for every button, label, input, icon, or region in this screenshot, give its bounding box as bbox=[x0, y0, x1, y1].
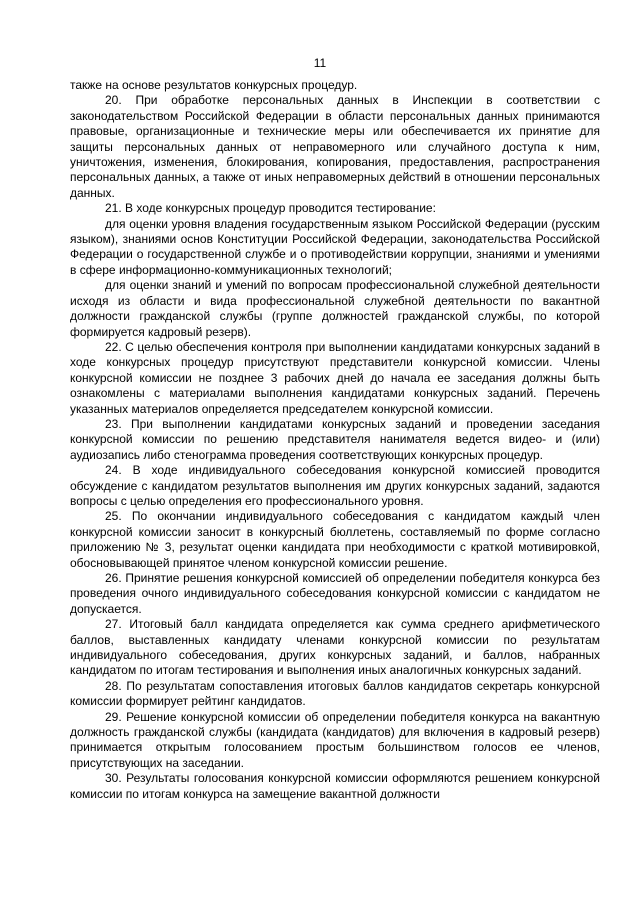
paragraph-21: 21. В ходе конкурсных процедур проводится тестирование: bbox=[105, 201, 436, 216]
paragraph-28: 28. По результатам сопоставления итоговых баллов кандидатов секретарь конкурсной комиссии формирует рейтинг кандидатов. bbox=[70, 678, 600, 709]
paragraph-26: 26. Принятие решения конкурсной комиссией об определении победителя конкурса без проведения очного индивидуального собеседования конкурсной комиссии с кандидатом не допускается. bbox=[70, 571, 600, 616]
paragraph-21-item-2: для оценки знаний и умений по вопросам профессиональной служебной деятельности исходя из области и вида профессиональной служебной деятельности по вакантной должности гражданской службы (группе должностей гражданской службы, по которой формируется кадровый резерв). bbox=[70, 278, 600, 339]
paragraph-22: 22. С целью обеспечения контроля при выполнении кандидатами конкурсных заданий в ходе конкурсных процедур присутствуют представители конкурсной комиссии. Члены конкурсной комиссии не позднее 3 рабочих дней до начала ее заседания должны быть ознакомлены с материалами выполнения кандидатами конкурсных заданий. Перечень указанных материалов определяется председателем конкурсной комиссии. bbox=[70, 339, 600, 416]
paragraph-continuation: также на основе результатов конкурсных процедур. bbox=[70, 78, 358, 92]
paragraph-21-item-1: для оценки уровня владения государственным языком Российской Федерации (русским языком), знаниями основ Конституции Российской Федерации, законодательства Российской Федерации о государственной службе и о противодействии коррупции, знаниями и умениями в сфере информационно-коммуникационных технологий; bbox=[70, 216, 600, 277]
paragraph-24: 24. В ходе индивидуального собеседования конкурсной комиссией проводится обсуждение с кандидатом результатов выполнения им других конкурсных заданий, задаются вопросы с целью определения его профессионального уровня. bbox=[70, 463, 600, 508]
paragraph-20: 20. При обработке персональных данных в Инспекции в соответствии с законодательством Российской Федерации в области персональных данных принимаются правовые, организационные и технические меры или обеспечивается их принятие для защиты персональных данных от неправомерного или случайного доступа к ним, уничтожения, изменения, блокирования, копирования, предоставления, распространения персональных данных, а также от иных неправомерных действий в отношении персональных данных. bbox=[70, 93, 600, 200]
paragraph-23: 23. При выполнении кандидатами конкурсных заданий и проведении заседания конкурсной комиссии по решению представителя нанимателя ведется видео- и (или) аудиозапись либо стенограмма проведения соответствующих конкурсных процедур. bbox=[70, 416, 600, 462]
paragraph-30: 30. Результаты голосования конкурсной комиссии оформляются решением конкурсной комиссии по итогам конкурса на замещение вакантной должности bbox=[70, 771, 600, 801]
paragraph-25: 25. По окончании индивидуального собеседования с кандидатом каждый член конкурсной комиссии заносит в конкурсный бюллетень, составляемый по форме согласно приложению № 3, результат оценки кандидата при необходимости с краткой мотивировкой, обосновывающей принятое членом конкурсной комиссии решение. bbox=[70, 509, 600, 570]
document-body bbox=[70, 78, 600, 802]
paragraph-29: 29. Решение конкурсной комиссии об определении победителя конкурса на вакантную должность гражданской службы (кандидата (кандидатов) для включения в кадровый резерв) принимается открытым голосованием простым большинством голосов ее членов, присутствующих на заседании. bbox=[70, 709, 600, 770]
paragraph-27: 27. Итоговый балл кандидата определяется как сумма среднего арифметического баллов, выставленных кандидату членами конкурсной комиссии по результатам индивидуального собеседования, других конкурсных заданий, и баллов, набранных кандидатом по итогам тестирования и выполнения иных аналогичных конкурсных заданий. bbox=[70, 617, 600, 678]
page-number: 11 bbox=[313, 56, 327, 70]
